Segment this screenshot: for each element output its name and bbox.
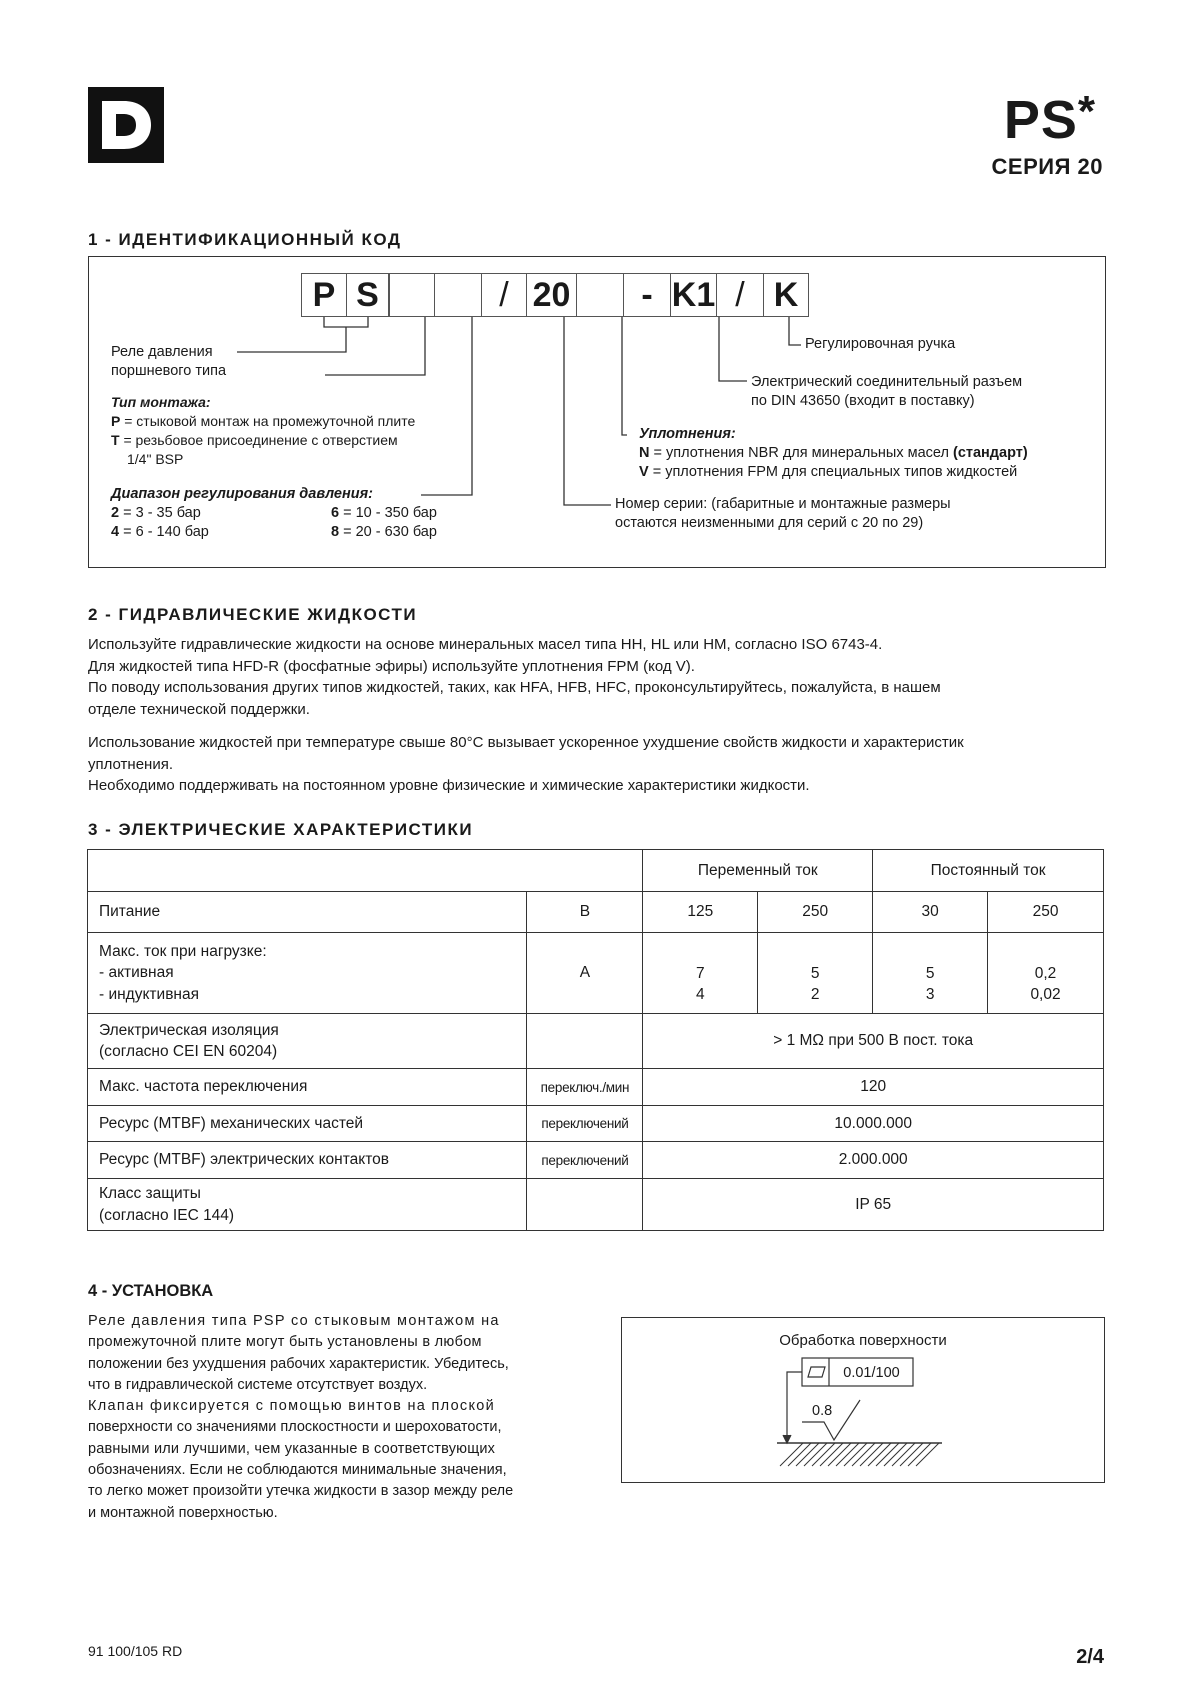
fluids-line: Используйте гидравлические жидкости на основе минеральных масел типа HH, HL или HM, согласно ISO 6743-4. bbox=[88, 636, 883, 653]
installation-line: промежуточной плите могут быть установлены в любом bbox=[88, 1334, 482, 1351]
surface-title: Обработка поверхности bbox=[779, 1332, 947, 1349]
section-2-title: 2 - ГИДРАВЛИЧЕСКИЕ ЖИДКОСТИ bbox=[88, 605, 418, 624]
connector-label bbox=[751, 373, 1022, 411]
mount-t-text: = резьбовое присоединение с отверстием bbox=[119, 432, 398, 448]
label-line: (согласно CEI EN 60204) bbox=[99, 1043, 278, 1060]
pressure-range bbox=[111, 485, 471, 542]
fluids-line: Использование жидкостей при температуре свыше 80°С вызывает ускоренное ухудшение свойств жидкости и характеристик bbox=[88, 734, 964, 751]
mounting-title: Тип монтажа: bbox=[111, 394, 211, 410]
table-cell: > 1 MΩ при 500 В пост. тока bbox=[643, 1014, 1104, 1069]
range-value: = 6 - 140 бар bbox=[119, 524, 209, 540]
identification-code-box bbox=[88, 256, 1106, 568]
installation-line: обозначениях. Если не соблюдаются минимальные значения, bbox=[88, 1462, 507, 1479]
document-number: 91 100/105 RD bbox=[88, 1643, 183, 1659]
row-label: Питание bbox=[88, 892, 527, 933]
table-row bbox=[88, 892, 1104, 933]
table-cell bbox=[988, 933, 1104, 1014]
roughness-value: 0.8 bbox=[812, 1403, 833, 1419]
fluids-line: Необходимо поддерживать на постоянном уровне физические и химические характеристики жидкости. bbox=[88, 777, 810, 794]
label-line: - активная bbox=[99, 964, 174, 982]
relay-line-2: поршневого типа bbox=[111, 363, 227, 379]
label-line: Класс защиты bbox=[99, 1185, 201, 1202]
table-cell-empty bbox=[88, 850, 643, 892]
active-value: 7 bbox=[696, 964, 705, 982]
logo-d-icon bbox=[88, 87, 164, 163]
table-row bbox=[88, 1014, 1104, 1069]
table-cell bbox=[873, 933, 988, 1014]
active-value: 0,2 bbox=[1034, 964, 1057, 982]
section-3-title: 3 - ЭЛЕКТРИЧЕСКИЕ ХАРАКТЕРИСТИКИ bbox=[88, 820, 474, 839]
table-row bbox=[88, 1142, 1104, 1179]
series-number-label bbox=[615, 495, 951, 533]
mount-t-thread: 1/4" BSP bbox=[127, 451, 184, 467]
section-1-title: 1 - ИДЕНТИФИКАЦИОННЫЙ КОД bbox=[88, 230, 402, 249]
installation-line: что в гидравлической системе отсутствует воздух. bbox=[88, 1376, 428, 1393]
code-cell: P bbox=[301, 273, 347, 317]
installation-line: то легко может произойти утечка жидкости в зазор между реле bbox=[88, 1483, 514, 1500]
range-key: 6 bbox=[331, 505, 340, 521]
series-label: СЕРИЯ 20 bbox=[991, 154, 1103, 179]
row-label bbox=[88, 933, 527, 1014]
ac-header: Переменный ток bbox=[643, 850, 873, 892]
code-cell: S bbox=[346, 273, 389, 317]
mount-p-text: = стыковой монтаж на промежуточной плите bbox=[120, 413, 416, 429]
row-label bbox=[88, 1179, 527, 1231]
installation-line: равными или лучшими, чем указанные в соответствующих bbox=[88, 1440, 496, 1457]
series-line-2: остаются неизменными для серий с 20 по 29) bbox=[615, 515, 924, 531]
dc-header: Постоянный ток bbox=[873, 850, 1104, 892]
fluids-line: Для жидкостей типа HFD-R (фосфатные эфиры) используйте уплотнения FPM (код V). bbox=[88, 657, 695, 675]
row-label: Ресурс (MTBF) механических частей bbox=[88, 1106, 527, 1142]
seal-v-key: V bbox=[639, 464, 649, 480]
fluids-line: отделе технической поддержки. bbox=[88, 700, 310, 718]
mounting-type bbox=[111, 393, 415, 469]
code-cell: / bbox=[481, 273, 527, 317]
table-row bbox=[88, 933, 1104, 1014]
table-cell: 125 bbox=[643, 892, 758, 933]
row-unit: переключений bbox=[527, 1142, 643, 1179]
seal-n-standard: (стандарт) bbox=[952, 445, 1028, 461]
section-4-title: 4 - УСТАНОВКА bbox=[88, 1282, 214, 1300]
range-value: = 3 - 35 бар bbox=[119, 505, 201, 521]
row-unit bbox=[527, 1179, 643, 1231]
row-unit bbox=[527, 1014, 643, 1069]
label-line: - индуктивная bbox=[99, 985, 200, 1003]
code-cell: / bbox=[716, 273, 764, 317]
row-label: Макс. частота переключения bbox=[88, 1069, 527, 1106]
mount-t-key: T bbox=[111, 432, 120, 448]
row-label: Ресурс (MTBF) электрических контактов bbox=[88, 1142, 527, 1179]
code-cell: 20 bbox=[526, 273, 577, 317]
fluids-line: уплотнения. bbox=[88, 755, 174, 773]
table-row bbox=[88, 850, 1104, 892]
code-cell: K1 bbox=[670, 273, 717, 317]
active-value: 5 bbox=[925, 964, 935, 982]
flatness-value: 0.01/100 bbox=[843, 1365, 900, 1381]
row-unit: переключений bbox=[527, 1106, 643, 1142]
table-cell: 120 bbox=[643, 1069, 1104, 1106]
range-key: 8 bbox=[331, 524, 340, 540]
range-value: = 10 - 350 бар bbox=[339, 505, 437, 521]
installation-line: Реле давления типа PSP со стыковым монтажом на bbox=[88, 1313, 500, 1329]
relay-label bbox=[111, 343, 226, 381]
logo bbox=[88, 87, 164, 163]
connector-line-2: по DIN 43650 (входит в поставку) bbox=[751, 393, 975, 409]
fluids-line: По поводу использования других типов жидкостей, таких, как HFA, HFB, HFC, проконсультируйтесь, пожалуйста, в нашем bbox=[88, 679, 941, 696]
seals-label bbox=[639, 425, 1028, 482]
installation-line: Клапан фиксируется с помощью винтов на плоской bbox=[88, 1398, 496, 1415]
table-cell: 10.000.000 bbox=[643, 1106, 1104, 1142]
installation-line: и монтажной поверхностью. bbox=[88, 1504, 278, 1521]
inductive-value: 4 bbox=[696, 986, 705, 1003]
label-line: (согласно IEC 144) bbox=[99, 1206, 235, 1224]
table-cell bbox=[758, 933, 873, 1014]
connector-line-1: Электрический соединительный разъем bbox=[751, 374, 1023, 390]
row-unit: А bbox=[527, 933, 643, 1014]
product-code bbox=[1003, 87, 1096, 152]
inductive-value: 3 bbox=[925, 986, 935, 1003]
table-cell bbox=[643, 933, 758, 1014]
table-cell: 250 bbox=[758, 892, 873, 933]
row-label bbox=[88, 1014, 527, 1069]
range-value: = 20 - 630 бар bbox=[339, 524, 437, 540]
code-cell: K bbox=[763, 273, 809, 317]
seals-title: Уплотнения: bbox=[639, 426, 736, 442]
mount-p-key: P bbox=[111, 413, 121, 429]
product-star: * bbox=[1077, 87, 1096, 136]
product-name: PS bbox=[1003, 90, 1078, 150]
code-cell: - bbox=[623, 273, 671, 317]
installation-text bbox=[88, 1311, 568, 1524]
surface-finish-drawing bbox=[622, 1318, 1104, 1482]
table-cell: 30 bbox=[873, 892, 988, 933]
installation-line: положении без ухудшения рабочих характеристик. Убедитесь, bbox=[88, 1355, 509, 1372]
seal-v-text: = уплотнения FPM для специальных типов жидкостей bbox=[648, 464, 1018, 480]
table-row bbox=[88, 1106, 1104, 1142]
relay-line-1: Реле давления bbox=[111, 344, 213, 360]
inductive-value: 0,02 bbox=[1030, 986, 1061, 1003]
table-cell: IP 65 bbox=[643, 1179, 1104, 1231]
knob-label: Регулировочная ручка bbox=[805, 336, 956, 352]
range-title: Диапазон регулирования давления: bbox=[111, 486, 373, 502]
active-value: 5 bbox=[810, 964, 820, 982]
fluids-text bbox=[88, 634, 1104, 797]
table-cell: 2.000.000 bbox=[643, 1142, 1104, 1179]
table-cell: 250 bbox=[988, 892, 1104, 933]
label-line: Электрическая изоляция bbox=[99, 1021, 279, 1039]
page-number: 2/4 bbox=[1076, 1646, 1104, 1668]
seal-n-key: N bbox=[639, 445, 650, 461]
electrical-table bbox=[87, 849, 1104, 1231]
table-row bbox=[88, 1069, 1104, 1106]
row-unit: В bbox=[527, 892, 643, 933]
inductive-value: 2 bbox=[810, 986, 820, 1003]
table-row bbox=[88, 1179, 1104, 1231]
series-line-1: Номер серии: (габаритные и монтажные размеры bbox=[615, 496, 951, 512]
range-key: 2 bbox=[111, 505, 120, 521]
seal-n-text: = уплотнения NBR для минеральных масел bbox=[649, 445, 953, 461]
surface-finish-box bbox=[621, 1317, 1105, 1483]
label-line: Макс. ток при нагрузке: bbox=[99, 942, 267, 960]
row-unit: переключ./мин bbox=[527, 1069, 643, 1106]
installation-line: поверхности со значениями плоскостности и шероховатости, bbox=[88, 1419, 502, 1436]
range-key: 4 bbox=[111, 524, 120, 540]
